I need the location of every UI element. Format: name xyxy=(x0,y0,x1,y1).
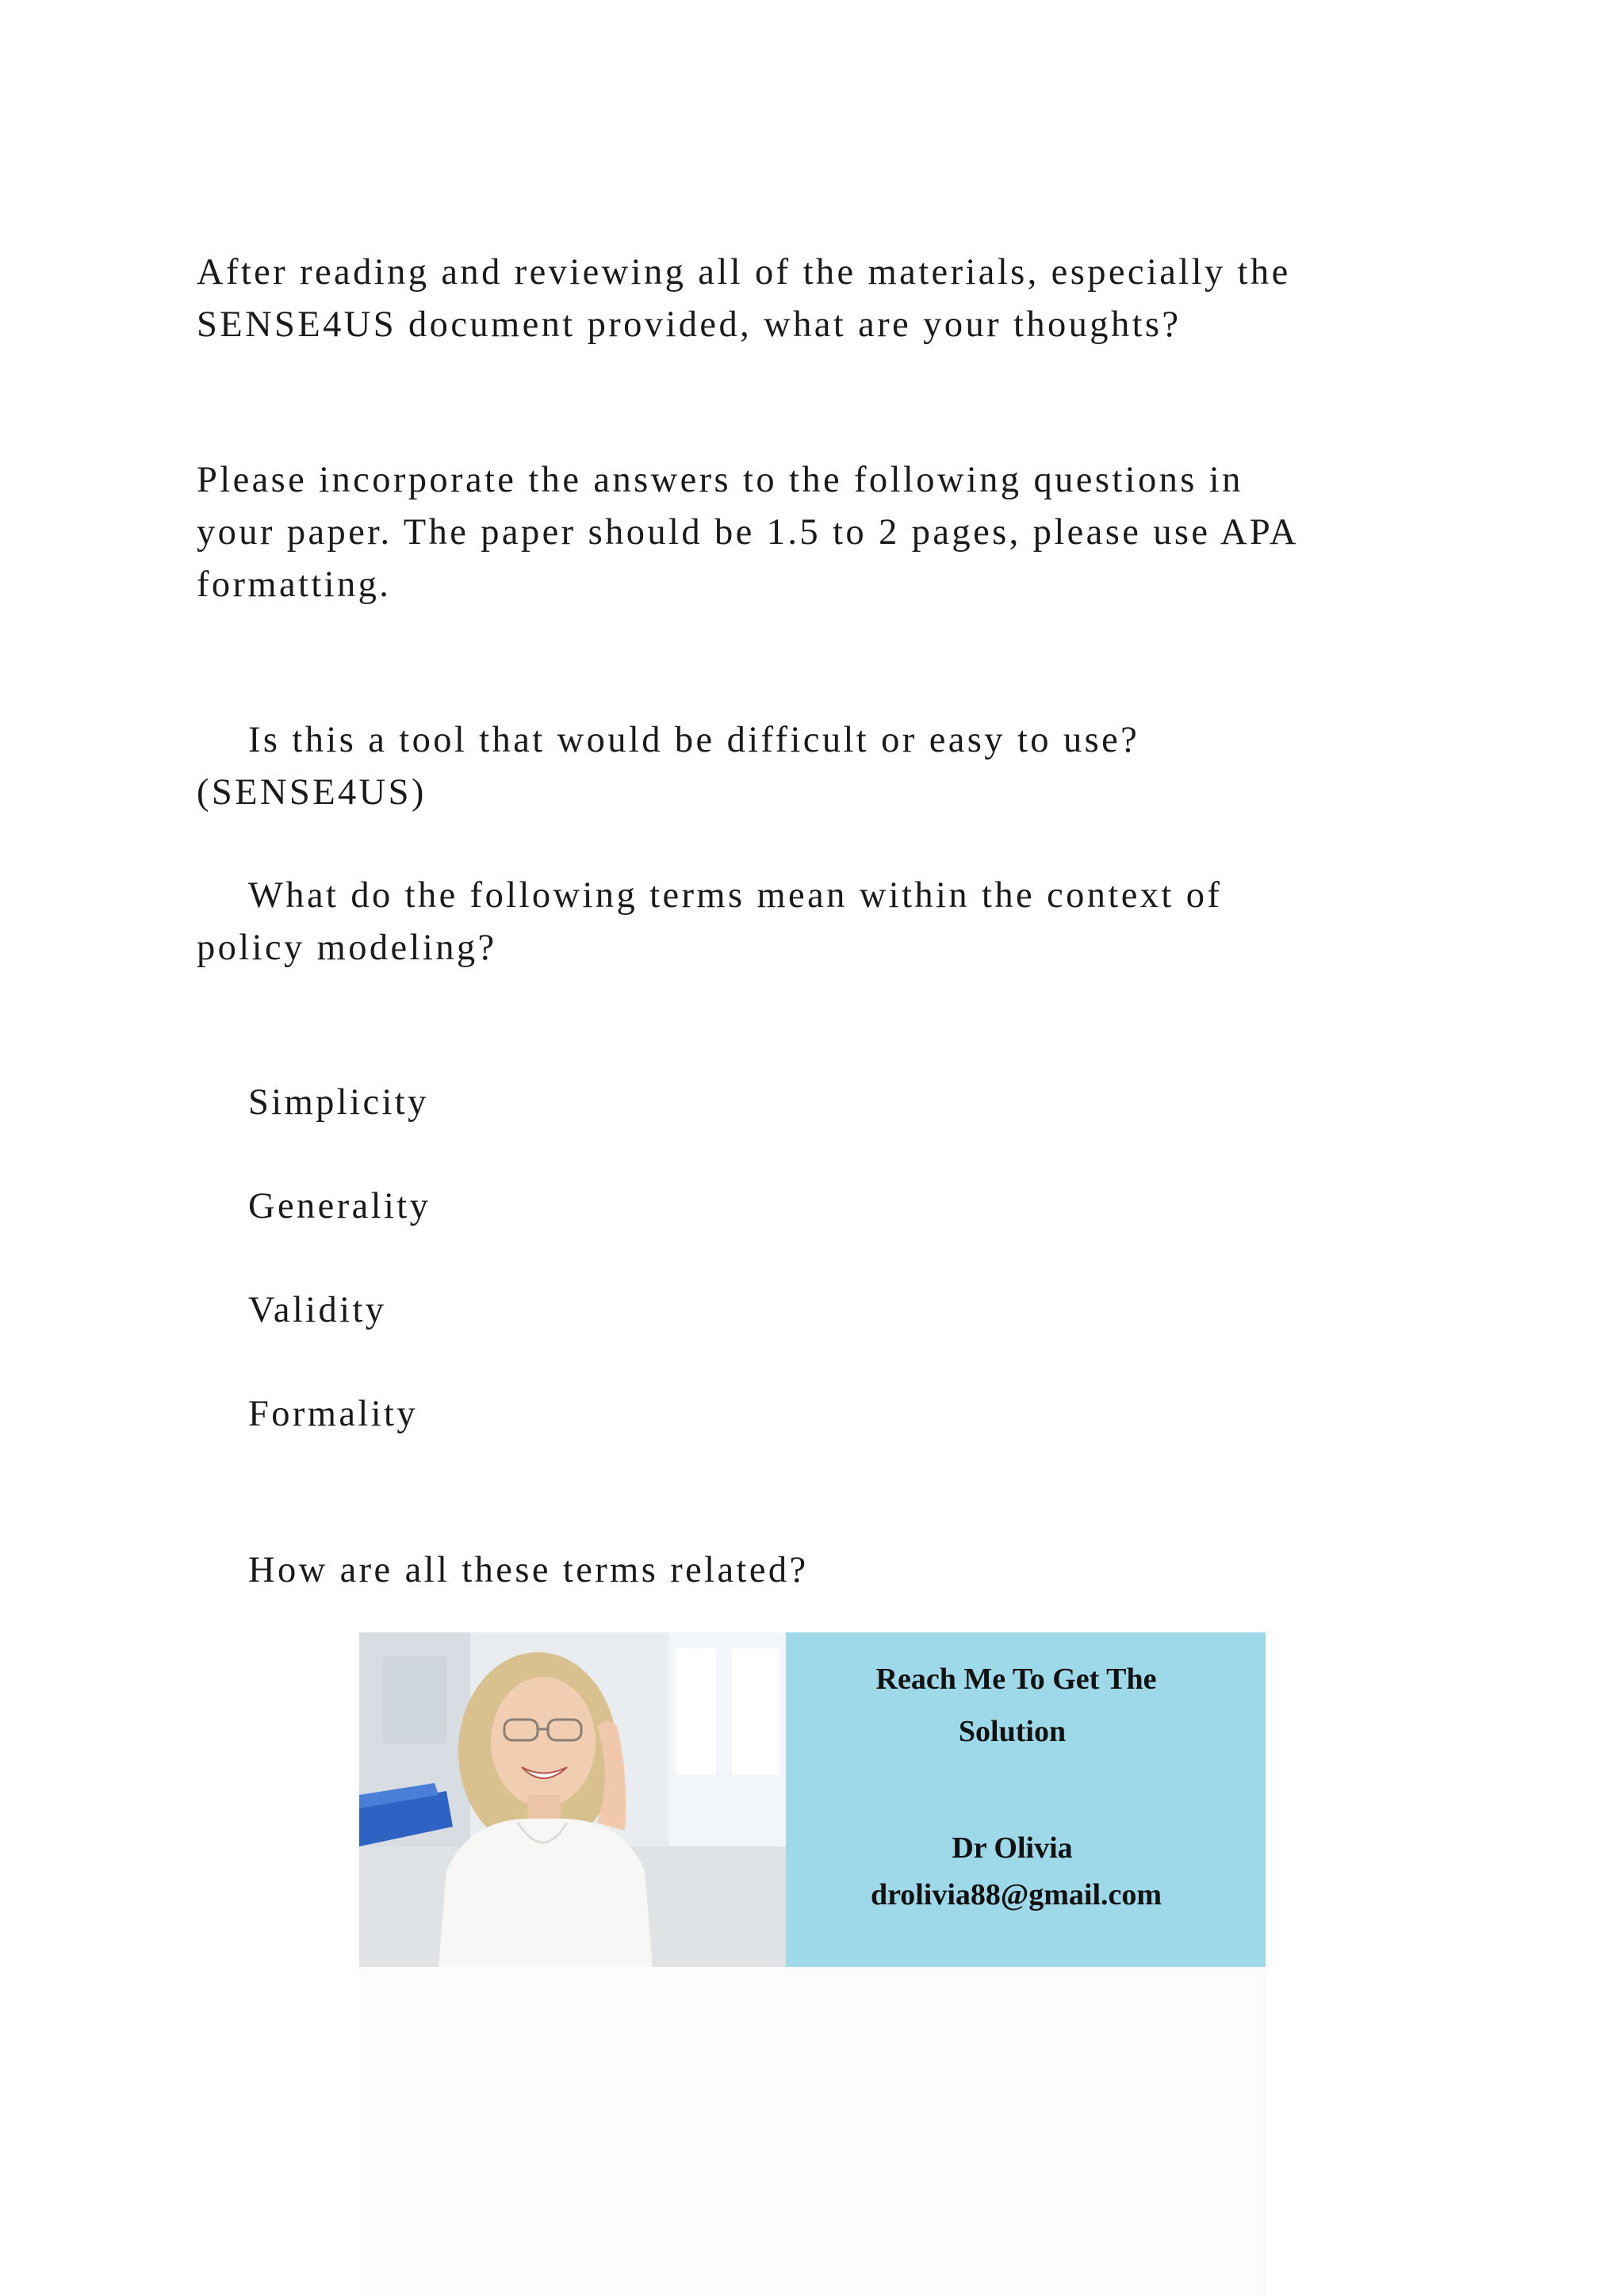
term-validity: Validity xyxy=(248,1290,387,1330)
faint-image-area xyxy=(359,1967,1266,2296)
contact-banner xyxy=(359,1632,1266,1967)
question-ease-of-use-line-2: (SENSE4US) xyxy=(197,772,427,813)
contact-panel xyxy=(786,1632,1266,1967)
paragraph-intro-line-2: SENSE4US document provided, what are your thoughts? xyxy=(197,304,1182,345)
banner-heading-line-1: Reach Me To Get The xyxy=(875,1663,1157,1696)
question-relation: How are all these terms related? xyxy=(248,1550,809,1590)
question-terms-line-1: What do the following terms mean within the context of xyxy=(248,875,1223,916)
banner-contact-email[interactable]: drolivia88@gmail.com xyxy=(870,1878,1162,1911)
paragraph-instructions-line-3: formatting. xyxy=(197,564,392,605)
banner-contact-name: Dr Olivia xyxy=(952,1831,1073,1865)
paragraph-intro-line-1: After reading and reviewing all of the materials, especially the xyxy=(197,252,1291,293)
term-simplicity: Simplicity xyxy=(248,1082,429,1123)
paragraph-instructions-line-1: Please incorporate the answers to the following questions in xyxy=(197,460,1243,500)
question-terms-line-2: policy modeling? xyxy=(197,928,497,968)
question-ease-of-use-line-1: Is this a tool that would be difficult or easy to use? xyxy=(248,720,1140,760)
term-formality: Formality xyxy=(248,1394,419,1434)
paragraph-instructions-line-2: your paper. The paper should be 1.5 to 2 pages, please use APA xyxy=(197,512,1299,553)
term-generality: Generality xyxy=(248,1186,431,1226)
banner-heading-line-2: Solution xyxy=(958,1715,1067,1748)
woman-photo xyxy=(359,1632,786,1967)
